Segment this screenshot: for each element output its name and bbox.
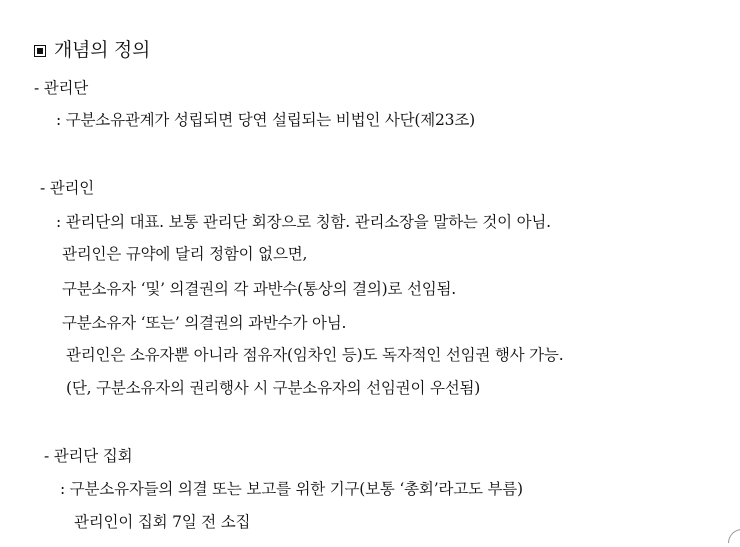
item-heading-assembly: - 관리단 집회 <box>44 447 133 465</box>
section-heading <box>34 38 150 62</box>
filled-square-icon <box>34 45 46 57</box>
section-heading-text: 개념의 정의 <box>54 39 151 61</box>
manager-detail-4: 관리인은 소유자뿐 아니라 점유자(임차인 등)도 독자적인 선임권 행사 가능. <box>66 346 564 364</box>
manager-detail-5: (단, 구분소유자의 권리행사 시 구분소유자의 선임권이 우선됨) <box>66 379 481 397</box>
definition-manager: : 관리단의 대표. 보통 관리단 회장으로 칭함. 관리소장을 말하는 것이 아님. <box>56 213 551 231</box>
item-heading-management-body: - 관리단 <box>34 79 89 97</box>
manager-detail-2: 구분소유자 ‘및’ 의결권의 각 과반수(통상의 결의)로 선임됨. <box>62 280 457 298</box>
page-curl-mark <box>728 529 740 543</box>
definition-assembly: : 구분소유자들의 의결 또는 보고를 위한 기구(보통 ‘총회’라고도 부름) <box>60 480 523 498</box>
definition-management-body: : 구분소유관계가 성립되면 당연 설립되는 비법인 사단(제23조) <box>56 111 475 129</box>
item-heading-manager: - 관리인 <box>40 179 95 197</box>
manager-detail-3: 구분소유자 ‘또는’ 의결권의 과반수가 아님. <box>62 314 347 332</box>
manager-detail-1: 관리인은 규약에 달리 정함이 없으면, <box>62 245 308 263</box>
assembly-detail-1: 관리인이 집회 7일 전 소집 <box>74 513 251 531</box>
